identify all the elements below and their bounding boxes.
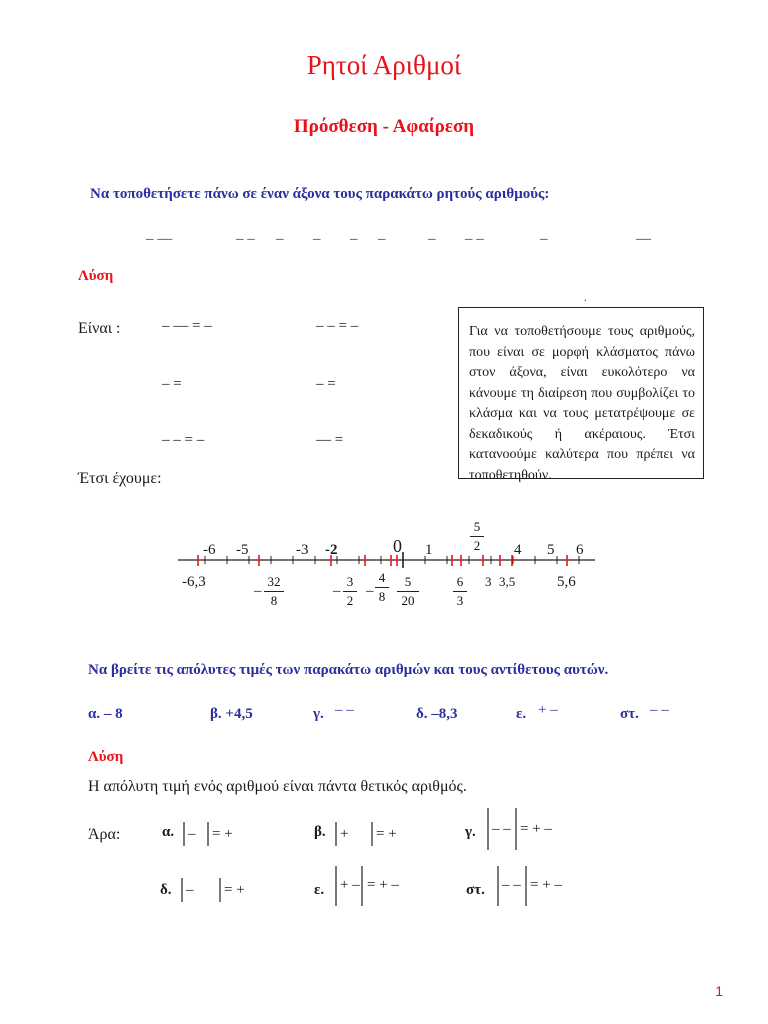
rational-item: — [636,231,651,247]
note-text: Για να τοποθετήσουμε τους αριθμούς, που είναι σε μορφή κλάσματος πάνω στον άξονα, είναι ευκολότερο να κάνουμε τη διαίρεση που συμβολίζει το κλάσμα και να τους μετατρέψουμε σε δεκαδικούς ή ακέραιους. Έτσι κατανοούμε καλύτερα που πρέπει να τοποθετηθούν. [469,324,695,483]
solution-label-2: Λύση [88,749,124,765]
rational-item: – — [146,231,173,247]
answer-label: ε. [314,882,325,898]
answer-inner: – [186,882,194,898]
fraction-label: 6 3 [453,574,467,609]
axis-label: -5 [236,542,249,558]
axis-label: -2 [325,542,338,558]
answer-rhs: = + – [520,821,552,837]
page-subtitle: Πρόσθεση - Αφαίρεση [293,116,475,137]
rational-item: – [313,231,321,247]
option-e: ε. [516,706,527,722]
option-f-expr: – – [650,702,669,718]
axis-label: -3 [296,542,309,558]
einai-label: Είναι : [78,320,121,337]
axis-label: 3 [485,574,492,589]
rational-item: – [378,231,386,247]
answer-inner: – – [502,877,521,893]
fraction-label: 5 20 [397,574,419,609]
equation: – — = – [162,318,212,334]
axis-label: 5 [547,542,555,558]
answer-label: β. [314,824,326,840]
option-d: δ. –8,3 [416,706,458,722]
rational-item: – [428,231,436,247]
option-a: α. – 8 [88,706,123,722]
page-title: Ρητοί Αριθμοί [306,50,462,80]
answer-inner: + – [340,877,360,893]
equation: – – = – [316,318,359,334]
fraction-sign: – [254,583,262,599]
equation: – = [162,376,182,392]
option-b: β. +4,5 [210,706,253,722]
option-f: στ. [620,706,639,722]
axis-label: 5,6 [557,574,576,590]
axis-label: 3,5 [499,574,516,589]
fraction-label: 3 2 [343,574,357,609]
small-dot: . [584,293,587,304]
axis-label: 6 [576,542,584,558]
answer-rhs: = + – [530,877,562,893]
rational-item: – – [236,231,255,247]
answer-inner: + [340,826,349,842]
rational-item: – [350,231,358,247]
option-c: γ. [313,706,324,722]
answer-rhs: = + [224,882,245,898]
axis-label-zero: 0 [393,536,402,556]
exercise2-question: Να βρείτε τις απόλυτες τιμές των παρακάτω αριθμών και τους αντίθετους αυτών. [88,662,609,678]
axis-label: -6 [203,542,216,558]
solution-label-1: Λύση [78,268,114,284]
rational-item: – – [465,231,484,247]
axis-label: -6,3 [182,574,206,590]
ara-label: Άρα: [88,826,121,843]
equation: – = [316,376,336,392]
page-number: 1 [715,983,723,999]
answer-rhs: = + – [367,877,399,893]
answer-inner: – – [492,821,511,837]
answer-label: στ. [466,882,485,898]
rational-item: – [540,231,548,247]
exercise1-question: Να τοποθετήσετε πάνω σε έναν άξονα τους παρακάτω ρητούς αριθμούς: [90,186,550,202]
option-e-expr: + – [538,702,558,718]
fraction-label: 4 8 [375,570,389,605]
answer-rhs: = + [376,826,397,842]
etsi-label: Έτσι έχουμε: [78,470,162,487]
answer-label: α. [162,824,175,840]
rational-item: – [276,231,284,247]
answer-inner: – [188,826,196,842]
axis-label: 4 [514,542,522,558]
answer-label: γ. [465,824,476,840]
absolute-value-statement: Η απόλυτη τιμή ενός αριθμού είναι πάντα θετικός αριθμός. [88,778,467,795]
option-c-expr: – – [335,702,354,718]
answer-label: δ. [160,882,172,898]
fraction-sign: – [366,583,374,599]
fraction-label: 32 8 [264,574,284,609]
equation: — = [316,432,344,448]
answer-rhs: = + [212,826,233,842]
fraction-sign: – [333,583,341,599]
axis-label: 1 [425,542,433,558]
fraction-label: 5 2 [470,519,484,554]
equation: – – = – [162,432,205,448]
